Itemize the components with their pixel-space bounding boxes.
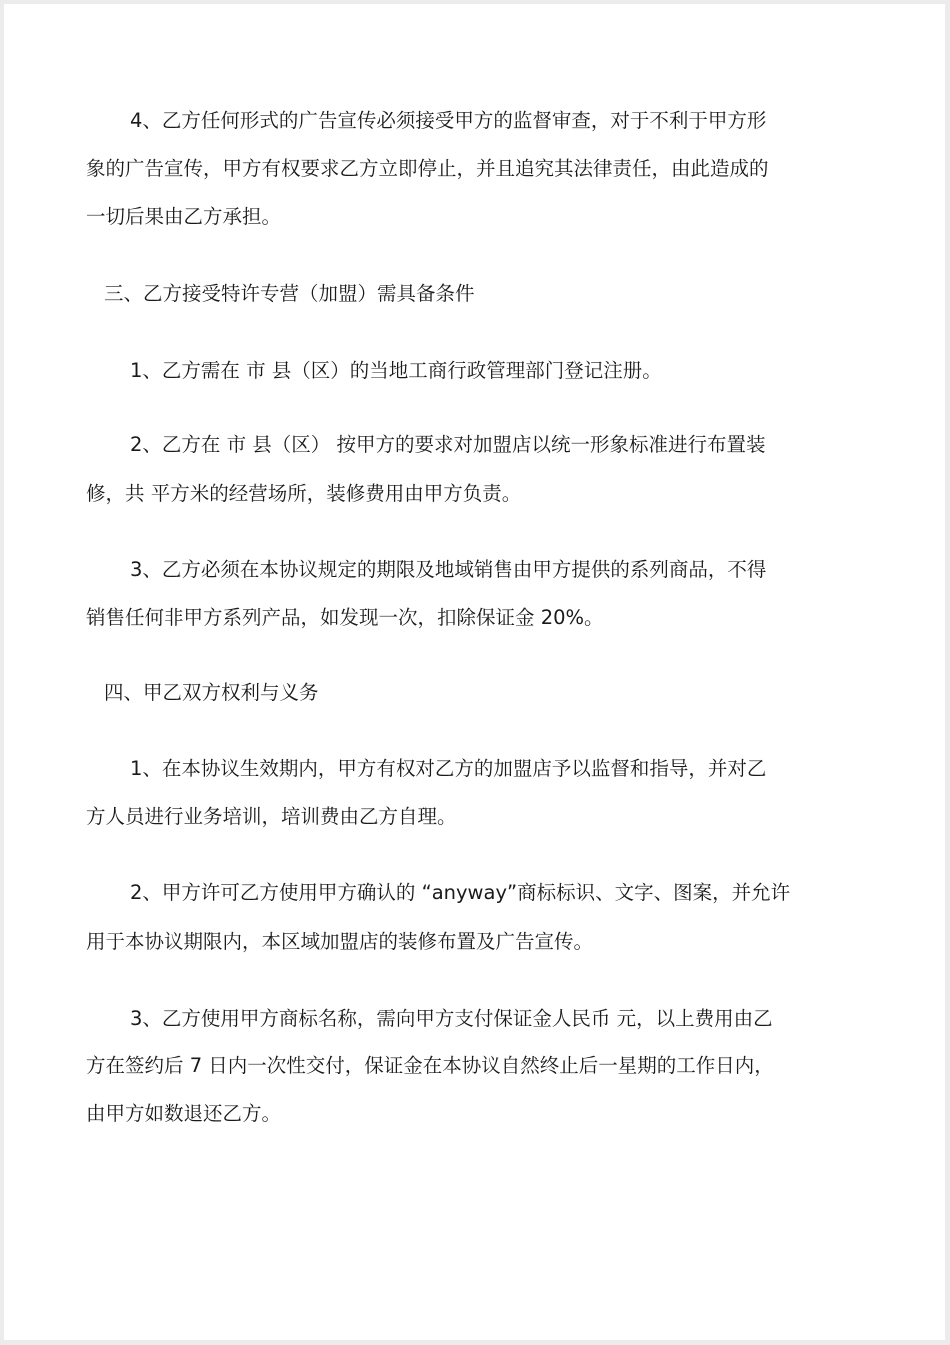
section-3-item-3-line-2: 销售任何非甲方系列产品，如发现一次，扣除保证金 20%。 — [86, 606, 604, 629]
section-4-item-1-line-1: 1、在本协议生效期内，甲方有权对乙方的加盟店予以监督和指导，并对乙 — [130, 757, 767, 780]
paragraph-4-line-3: 一切后果由乙方承担。 — [86, 205, 282, 228]
section-3-item-2-line-1: 2、乙方在 市 县（区） 按甲方的要求对加盟店以统一形象标准进行布置装 — [130, 433, 766, 456]
section-3-item-1: 1、乙方需在 市 县（区）的当地工商行政管理部门登记注册。 — [130, 359, 662, 382]
section-4-item-3-line-2: 方在签约后 7 日内一次性交付，保证金在本协议自然终止后一星期的工作日内， — [86, 1054, 774, 1077]
section-4-item-2-line-2: 用于本协议期限内，本区域加盟店的装修布置及广告宣传。 — [86, 930, 594, 953]
section-4-item-2-line-1: 2、甲方许可乙方使用甲方确认的 “anyway”商标标识、文字、图案，并允许 — [130, 881, 791, 904]
section-3-item-2-line-2: 修，共 平方米的经营场所，装修费用由甲方负责。 — [86, 482, 522, 505]
paragraph-4-line-1: 4、乙方任何形式的广告宣传必须接受甲方的监督审查，对于不利于甲方形 — [130, 109, 767, 132]
paragraph-4-line-2: 象的广告宣传，甲方有权要求乙方立即停止，并且追究其法律责任，由此造成的 — [86, 157, 769, 180]
section-4-item-3-line-3: 由甲方如数退还乙方。 — [86, 1102, 282, 1125]
section-4-item-3-line-1: 3、乙方使用甲方商标名称，需向甲方支付保证金人民币 元，以上费用由乙 — [130, 1007, 773, 1030]
document-page — [4, 4, 945, 1340]
section-4-item-1-line-2: 方人员进行业务培训，培训费由乙方自理。 — [86, 805, 457, 828]
section-3-item-3-line-1: 3、乙方必须在本协议规定的期限及地域销售由甲方提供的系列商品，不得 — [130, 558, 767, 581]
section-4-heading: 四、甲乙双方权利与义务 — [104, 681, 319, 704]
section-3-heading: 三、乙方接受特许专营（加盟）需具备条件 — [104, 282, 475, 305]
